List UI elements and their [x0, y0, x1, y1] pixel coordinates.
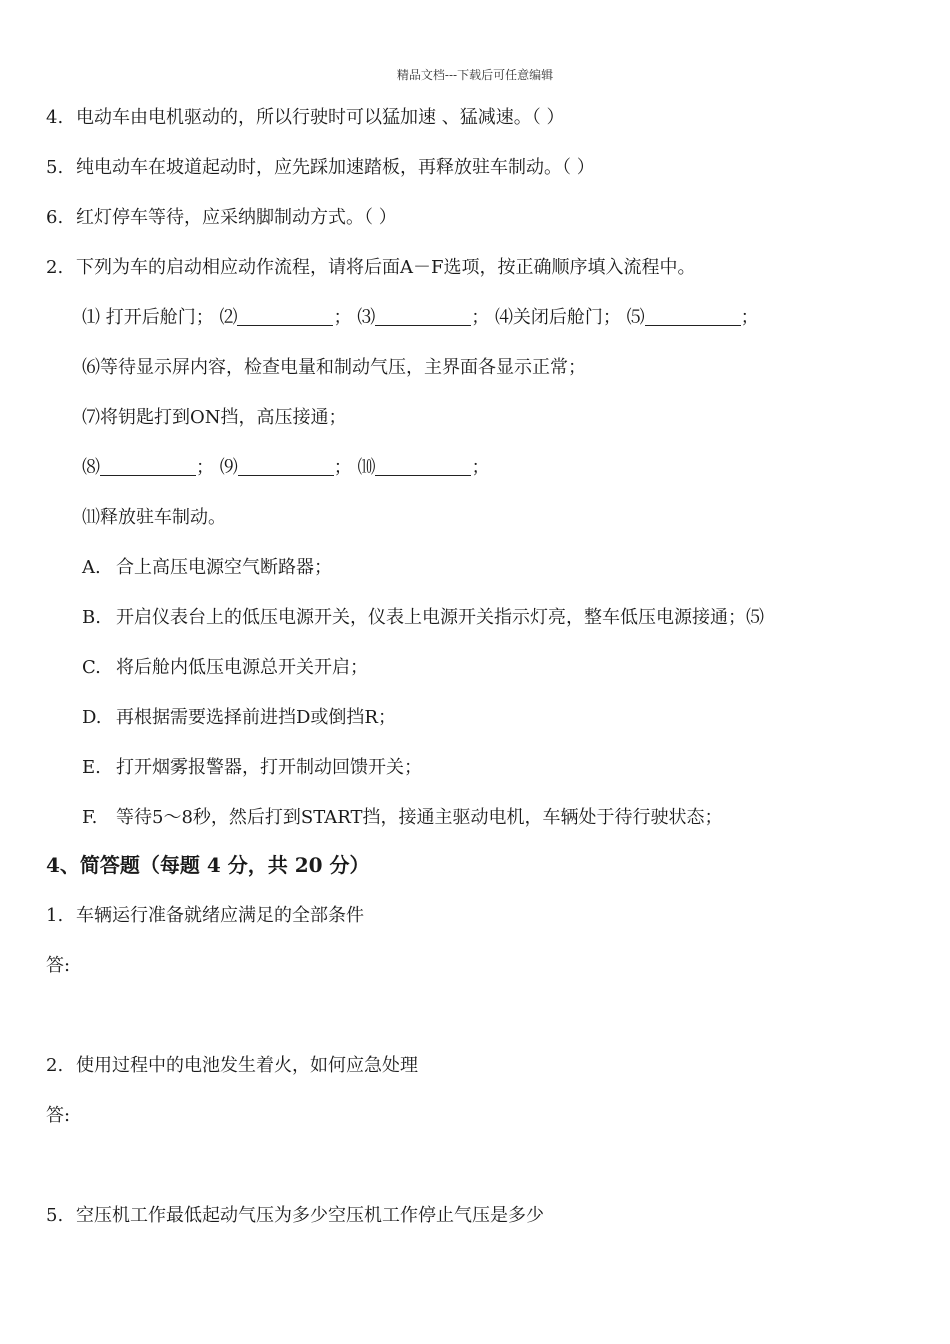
question-2: [46, 256, 696, 280]
item-number: 5.: [46, 1205, 64, 1226]
step-9-label: ⑼: [219, 457, 238, 478]
flow-steps-line-4: [82, 456, 489, 480]
option-label: F.: [82, 807, 98, 828]
step-10-label: ⑽: [357, 457, 376, 478]
option-a: [82, 556, 332, 580]
step-8-blank[interactable]: [100, 457, 196, 476]
separator: ；: [196, 457, 214, 478]
option-text: 再根据需要选择前进挡D或倒挡R；: [116, 707, 396, 728]
step-5-blank[interactable]: [645, 307, 741, 326]
flow-steps-line-1: [82, 306, 759, 330]
separator: ；: [333, 307, 352, 328]
item-number: 6.: [46, 207, 64, 228]
answer-label: 答:: [46, 955, 71, 976]
step-4: ⑷关闭后舱门；: [494, 307, 621, 328]
option-label: C.: [82, 657, 101, 678]
option-c: [82, 656, 368, 680]
judge-item: [46, 156, 595, 180]
answer-label: 答:: [46, 1105, 71, 1126]
option-e: [82, 756, 422, 780]
step-10-blank[interactable]: [375, 457, 471, 476]
option-text: 等待5～8秒，然后打到START挡，接通主驱动电机，车辆处于待行驶状态；: [116, 807, 723, 828]
option-label: A.: [82, 557, 101, 578]
option-b: [82, 606, 764, 630]
option-f: [82, 806, 723, 830]
option-text: 开启仪表台上的低压电源开关，仪表上电源开关指示灯亮，整车低压电源接通；⑸: [116, 607, 764, 628]
item-number: 4.: [46, 107, 64, 128]
question-text: 空压机工作最低起动气压为多少空压机工作停止气压是多少: [76, 1205, 544, 1226]
separator: ；: [471, 307, 490, 328]
judge-item: [46, 206, 397, 230]
question-text: 下列为车的启动相应动作流程，请将后面A－F选项，按正确顺序填入流程中。: [76, 257, 696, 278]
separator: ；: [471, 457, 490, 478]
item-text: 电动车由电机驱动的，所以行驶时可以猛加速 、猛减速。（ ）: [76, 107, 565, 128]
item-number: 2.: [46, 1055, 64, 1076]
section-title: 4、简答题（每题 4 分，共 20 分）: [46, 853, 370, 877]
item-number: 5.: [46, 157, 64, 178]
short-question-2: [46, 1054, 418, 1078]
step-8-label: ⑻: [82, 457, 100, 478]
option-label: D.: [82, 707, 102, 728]
option-label: B.: [82, 607, 101, 628]
item-text: 红灯停车等待，应采纳脚制动方式。（ ）: [76, 207, 397, 228]
step-5-label: ⑸: [626, 307, 645, 328]
item-number: 1.: [46, 905, 64, 926]
option-text: 合上高压电源空气断路器；: [116, 557, 332, 578]
separator: ；: [333, 457, 352, 478]
question-text: 车辆运行准备就绪应满足的全部条件: [76, 905, 364, 926]
page-header: 精品文档---下载后可任意编辑: [396, 68, 554, 82]
step-11: ⑾释放驻车制动。: [82, 507, 226, 528]
step-2-label: ⑵: [219, 307, 238, 328]
option-d: [82, 706, 396, 730]
question-text: 使用过程中的电池发生着火，如何应急处理: [76, 1055, 418, 1076]
step-1: ⑴ 打开后舱门；: [82, 307, 214, 328]
option-text: 打开烟雾报警器，打开制动回馈开关；: [116, 757, 422, 778]
judge-item: [46, 106, 564, 130]
short-question-1: [46, 904, 364, 928]
item-number: 2.: [46, 257, 64, 278]
step-2-blank[interactable]: [237, 307, 333, 326]
step-3-blank[interactable]: [375, 307, 471, 326]
separator: ；: [740, 307, 759, 328]
step-6: ⑹等待显示屏内容，检查电量和制动气压，主界面各显示正常；: [82, 357, 586, 378]
step-7: ⑺将钥匙打到ON挡，高压接通；: [82, 407, 347, 428]
item-text: 纯电动车在坡道起动时，应先踩加速踏板，再释放驻车制动。（ ）: [76, 157, 595, 178]
short-question-5: [46, 1204, 544, 1228]
option-text: 将后舱内低压电源总开关开启；: [116, 657, 368, 678]
step-9-blank[interactable]: [238, 457, 334, 476]
option-label: E.: [82, 757, 101, 778]
step-3-label: ⑶: [357, 307, 376, 328]
